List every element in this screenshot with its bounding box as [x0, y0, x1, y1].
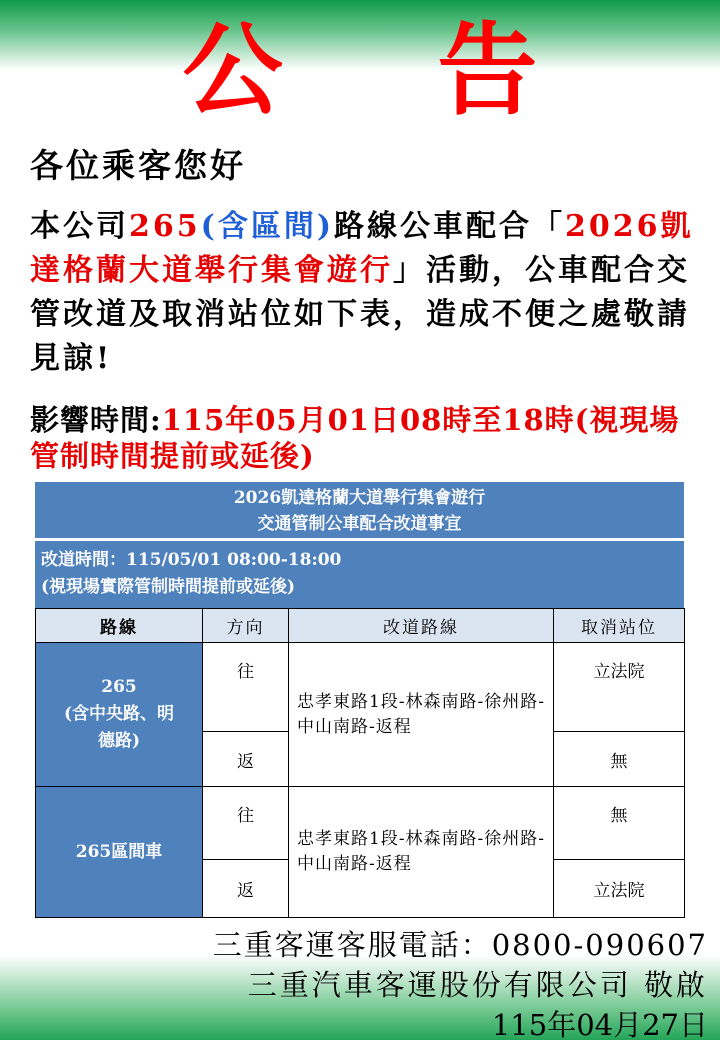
effect-time: [30, 402, 700, 474]
table-title-line1: 2026凱達格蘭大道舉行集會遊行: [233, 488, 486, 508]
notice-route: 265: [129, 209, 201, 244]
notice-text-2: 路線公車配合「: [334, 209, 566, 244]
route-line2: (含中央路、明: [63, 704, 175, 724]
table-row: [36, 787, 685, 860]
table-title-line2: 交通管制公車配合改道事宜: [257, 514, 462, 534]
route-line1: 265: [101, 677, 137, 697]
detour-time-line1: 改道時間：115/05/01 08:00-18:00: [41, 550, 342, 570]
greeting: 各位乘客您好: [30, 146, 246, 185]
detour-time-line2: (視現場實際管制時間提前或延後): [41, 577, 296, 597]
header-route: 路線: [36, 609, 203, 643]
table-header-row: [36, 609, 685, 643]
direction-cell: 返: [203, 860, 289, 918]
effect-time-label: 影響時間:: [30, 403, 162, 437]
notice-paragraph: [30, 205, 700, 381]
detour-time-box: [35, 541, 684, 608]
effect-time-value: 115年05月01日08時至18時(視現場管制時間提前或延後): [30, 403, 680, 473]
notice-event: 2026凱達格蘭大道舉行集會遊行: [30, 209, 694, 288]
direction-cell: 往: [203, 643, 289, 732]
cancelled-stop-cell: 立法院: [554, 860, 685, 918]
notice-text-1: 本公司: [30, 209, 129, 244]
header-cancelled-stop: 取消站位: [554, 609, 685, 643]
direction-cell: 返: [203, 732, 289, 787]
cancelled-stop-cell: 立法院: [554, 643, 685, 732]
detour-cell: 忠孝東路1段-林森南路-徐州路-中山南路-返程: [289, 643, 554, 787]
notice-route-sub: (含區間): [200, 209, 335, 244]
route-line3: 德路): [97, 731, 141, 751]
notice-text-3: 」活動，公車配合交管改道及取消站位如下表，造成不便之處敬請見諒!: [30, 253, 690, 376]
cancelled-stop-cell: 無: [554, 787, 685, 860]
header-detour: 改道路線: [289, 609, 554, 643]
service-phone: 三重客運客服電話：0800-090607: [212, 928, 708, 962]
notice-title: 公 告: [182, 12, 598, 129]
company-signature: 三重汽車客運股份有限公司 敬啟: [247, 968, 708, 1002]
notice-date: 115年04月27日: [491, 1008, 708, 1042]
table-title-box: [35, 482, 684, 538]
route-cell: 265區間車: [36, 787, 203, 918]
detour-table: [35, 608, 685, 918]
cancelled-stop-cell: 無: [554, 732, 685, 787]
header-direction: 方向: [203, 609, 289, 643]
table-row: [36, 643, 685, 732]
route-cell: [36, 643, 203, 787]
direction-cell: 往: [203, 787, 289, 860]
detour-cell: 忠孝東路1段-林森南路-徐州路-中山南路-返程: [289, 787, 554, 918]
